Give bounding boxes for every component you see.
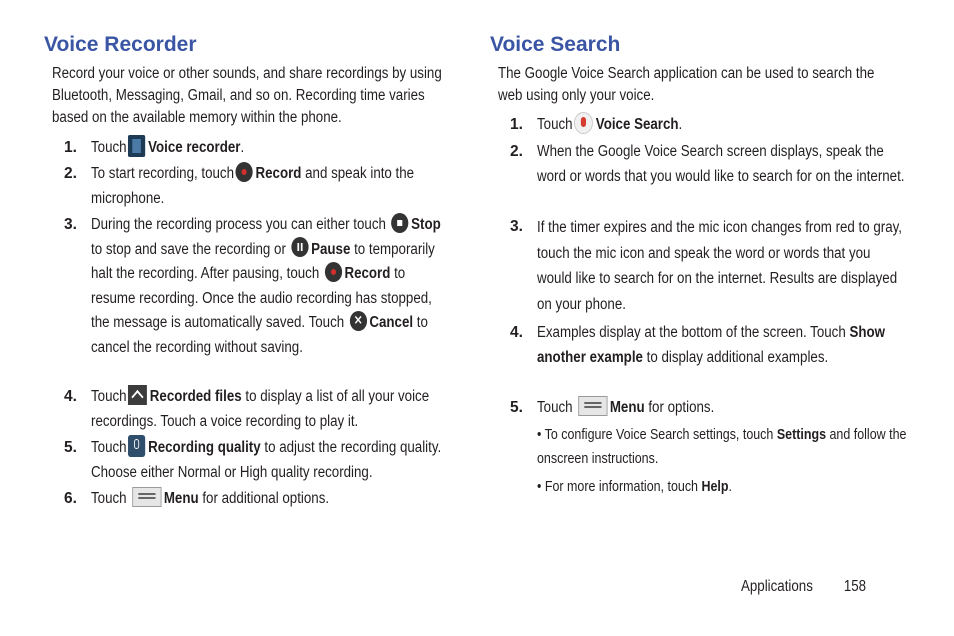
record-icon bbox=[236, 162, 253, 182]
list-item: 2. When the Google Voice Search screen displays, speak the word or words that you would like to search for on the internet. bbox=[510, 143, 905, 185]
list-item: 6. Touch Menu for additional options. bbox=[64, 487, 511, 513]
list-item: 1. Touch Voice recorder. bbox=[64, 136, 511, 162]
recorded-files-icon bbox=[128, 385, 147, 405]
list-item: 2. To start recording, touch Record and speak into the microphone. bbox=[64, 162, 511, 213]
voice-search-steps bbox=[510, 113, 954, 499]
voice-search-intro: The Google Voice Search application can be used to search the web using only your voice. bbox=[498, 65, 875, 104]
menu-icon bbox=[132, 487, 161, 507]
menu-icon bbox=[578, 396, 607, 416]
microphone-icon bbox=[574, 112, 593, 134]
section-name: Applications bbox=[741, 578, 813, 595]
cancel-icon: × bbox=[350, 311, 367, 331]
list-item: 3. If the timer expires and the mic icon changes from red to gray, touch the mic icon and speak the word or words that you would like to search for on the internet. Results are displayed on your phone. bbox=[510, 218, 903, 313]
recording-quality-icon bbox=[128, 435, 145, 457]
voice-recorder-app-icon bbox=[128, 135, 145, 157]
list-item: 1. Touch Voice Search. bbox=[510, 113, 954, 140]
stop-icon bbox=[391, 213, 408, 233]
voice-recorder-intro: Record your voice or other sounds, and share recordings by using Bluetooth, Messaging, Gmail, and so on. Recording time varies based on the available memory within the phone. bbox=[52, 65, 442, 126]
list-item: 4. Touch Recorded files to display a list of all your voice recordings. Touch a voice recording to play it. bbox=[64, 385, 511, 436]
voice-recorder-heading: Voice Recorder bbox=[44, 33, 197, 56]
pause-icon bbox=[291, 237, 308, 257]
list-item: 4. Examples display at the bottom of the screen. Touch Show another example to display additional examples. bbox=[510, 324, 886, 366]
list-item: 5. Touch Recording quality to adjust the recording quality. Choose either Normal or High quality recording. bbox=[64, 436, 511, 487]
voice-search-heading: Voice Search bbox=[490, 33, 621, 56]
list-item: 5. Touch Menu for options. • To configure Voice Search settings, touch Settings and follow the onscreen instructions. • For more information, touch Help. bbox=[510, 396, 954, 499]
page-footer bbox=[741, 578, 866, 596]
list-item: • To configure Voice Search settings, touch Settings and follow the onscreen instructions. bbox=[537, 426, 907, 467]
voice-recorder-steps bbox=[64, 136, 511, 513]
list-item: • For more information, touch Help. bbox=[537, 478, 732, 495]
voice-search-tips bbox=[537, 423, 954, 500]
record-icon bbox=[325, 262, 342, 282]
list-item: 3. During the recording process you can either touch Stop to stop and save the recording or Pause to temporarily halt the recording. After pausing, touch Record to resume recording. Once the audio recording has stopped, the message is automatically saved. Touch × Cancel to cancel the recording without saving. bbox=[64, 213, 511, 385]
page-number: 158 bbox=[843, 578, 867, 595]
